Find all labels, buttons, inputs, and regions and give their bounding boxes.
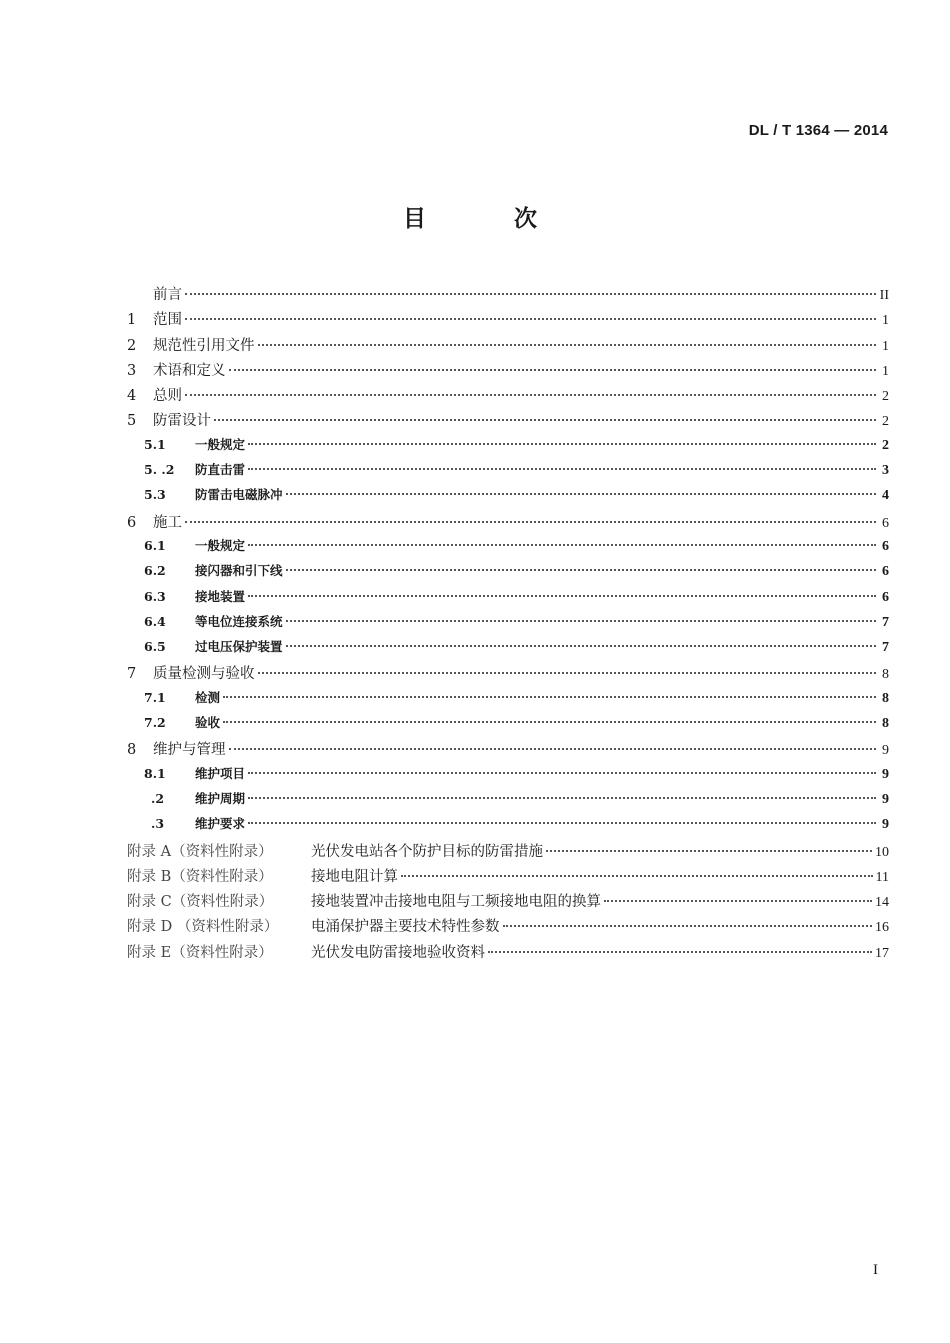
toc-entry-page: 11 [875, 869, 889, 885]
toc-entry-label: 电涌保护器主要技术特性参数 [311, 919, 500, 936]
toc-entry-page: 9 [882, 817, 889, 833]
toc-entry-page: 14 [875, 895, 889, 911]
toc-entry-label: 过电压保护装置 [195, 639, 283, 655]
toc-entry-page: II [879, 288, 889, 303]
toc-entry-number: 6.3 [144, 588, 166, 604]
toc-entry-label: 术语和定义 [153, 362, 226, 379]
toc-leader-dots [546, 850, 872, 852]
toc-entry-number: 7.2 [144, 715, 166, 731]
toc-entry[interactable] [127, 890, 889, 915]
toc-entry-number: 附录 A（资料性附录） [127, 843, 273, 860]
toc-leader-dots [223, 721, 876, 723]
toc-leader-dots [248, 797, 876, 799]
toc-entry-page: 2 [882, 414, 889, 430]
toc-leader-dots [604, 900, 872, 902]
toc-entry-label: 光伏发电站各个防护目标的防雷措施 [311, 843, 543, 860]
toc-entry-label: 质量检测与验收 [153, 666, 255, 683]
toc-entry-page: 1 [882, 338, 889, 354]
toc-leader-dots [185, 394, 876, 396]
toc-entry-number: 4 [127, 388, 137, 405]
toc-entry[interactable] [127, 814, 889, 839]
toc-entry[interactable] [127, 662, 889, 687]
toc-entry-number: 8.1 [144, 765, 166, 781]
toc-entry-number: .3 [151, 816, 165, 832]
standard-number: DL / T 1364 — 2014 [748, 122, 888, 139]
toc-leader-dots [248, 595, 876, 597]
toc-entry-page: 9 [882, 743, 889, 759]
toc-entry-label: 接地装置冲击接地电阻与工频接地电阻的换算 [311, 894, 601, 911]
toc-entry[interactable] [127, 738, 889, 763]
toc-entry[interactable] [127, 283, 889, 308]
toc-entry-label: 接地装置 [195, 588, 246, 604]
toc-entry-page: 7 [882, 640, 889, 656]
toc-entry-label: 一般规定 [195, 436, 246, 452]
toc-leader-dots [258, 672, 877, 674]
toc-entry-page: 8 [882, 716, 889, 732]
toc-leader-dots [248, 468, 876, 470]
toc-entry-number: 附录 D （资料性附录） [127, 919, 279, 936]
toc-leader-dots [503, 925, 873, 927]
toc-entry[interactable] [127, 536, 889, 561]
toc-entry-label: 维护周期 [195, 790, 246, 806]
toc-entry-number: 附录 C（资料性附录） [127, 894, 274, 911]
toc-entry-number: 6.5 [144, 639, 166, 655]
toc-entry[interactable] [127, 587, 889, 612]
toc-entry[interactable] [127, 308, 889, 333]
toc-leader-dots [229, 369, 877, 371]
toc-entry-label: 总则 [153, 388, 182, 405]
toc-entry-label: 维护与管理 [153, 742, 226, 759]
toc-entry-number: 5.1 [144, 436, 166, 452]
toc-entry-number: 5 [127, 413, 137, 430]
toc-entry-page: 8 [882, 690, 889, 706]
toc-entry-number: .2 [151, 790, 165, 806]
toc-entry-label: 检测 [195, 689, 221, 705]
toc-entry-number: 2 [127, 337, 137, 354]
toc-entry-number: 1 [127, 312, 137, 329]
toc-entry-label: 一般规定 [195, 537, 246, 553]
toc-entry-number: 6 [127, 514, 137, 531]
toc-entry-page: 9 [882, 791, 889, 807]
toc-leader-dots [286, 569, 876, 571]
page-number: I [873, 1262, 878, 1278]
toc-entry-label: 前言 [153, 287, 182, 303]
toc-entry-label: 范围 [153, 312, 182, 329]
toc-leader-dots [223, 696, 876, 698]
toc-entry[interactable] [127, 435, 889, 460]
toc-entry[interactable] [127, 840, 889, 865]
toc-entry-page: 10 [875, 844, 889, 860]
toc-entry[interactable] [127, 511, 889, 536]
toc-leader-dots [248, 822, 876, 824]
toc-entry[interactable] [127, 688, 889, 713]
toc-entry-label: 施工 [153, 514, 182, 531]
toc-entry-page: 2 [882, 437, 889, 453]
toc-entry-page: 1 [882, 363, 889, 379]
toc-entry-page: 6 [882, 589, 889, 605]
toc-entry-label: 规范性引用文件 [153, 337, 255, 354]
toc-entry-page: 2 [882, 389, 889, 405]
toc-entry-label: 维护项目 [195, 765, 246, 781]
toc-leader-dots [185, 293, 876, 295]
toc-entry-page: 6 [882, 538, 889, 554]
toc-entry-page: 1 [882, 313, 889, 329]
toc-entry[interactable] [127, 764, 889, 789]
toc-leader-dots [214, 419, 876, 421]
toc-entry-number: 8 [127, 742, 137, 759]
toc-entry-page: 6 [882, 564, 889, 580]
toc-entry[interactable] [127, 409, 889, 434]
table-of-contents [127, 283, 889, 966]
toc-leader-dots [286, 493, 876, 495]
toc-entry-number: 5.3 [144, 487, 166, 503]
toc-entry-number: 7 [127, 666, 137, 683]
toc-leader-dots [248, 772, 876, 774]
toc-leader-dots [286, 620, 876, 622]
toc-entry[interactable] [127, 915, 889, 940]
toc-entry-label: 光伏发电防雷接地验收资料 [311, 944, 485, 961]
toc-entry[interactable] [127, 334, 889, 359]
toc-entry-label: 维护要求 [195, 816, 246, 832]
toc-entry-page: 3 [882, 463, 889, 479]
toc-entry[interactable] [127, 637, 889, 662]
toc-entry-number: 3 [127, 362, 137, 379]
toc-leader-dots [185, 318, 876, 320]
toc-entry-page: 8 [882, 667, 889, 683]
toc-entry-number: 7.1 [144, 689, 166, 705]
toc-leader-dots [401, 875, 873, 877]
toc-entry-number: 6.2 [144, 563, 166, 579]
toc-entry-number: 附录 B（资料性附录） [127, 868, 273, 885]
toc-entry[interactable] [127, 612, 889, 637]
toc-entry-number: 附录 E（资料性附录） [127, 944, 273, 961]
toc-entry-label: 接闪器和引下线 [195, 563, 283, 579]
toc-leader-dots [286, 645, 876, 647]
toc-entry-page: 16 [875, 920, 889, 936]
toc-entry[interactable] [127, 359, 889, 384]
toc-entry[interactable] [127, 713, 889, 738]
toc-entry-number: 6.1 [144, 537, 166, 553]
toc-entry[interactable] [127, 384, 889, 409]
toc-entry[interactable] [127, 561, 889, 586]
toc-entry[interactable] [127, 941, 889, 966]
toc-leader-dots [248, 443, 876, 445]
toc-entry-label: 验收 [195, 715, 221, 731]
toc-leader-dots [248, 544, 876, 546]
toc-title: 目 次 [402, 206, 577, 232]
toc-entry-label: 防直击雷 [195, 462, 246, 478]
toc-leader-dots [258, 344, 877, 346]
toc-entry-label: 等电位连接系统 [195, 613, 283, 629]
toc-leader-dots [185, 521, 876, 523]
toc-entry-page: 9 [882, 766, 889, 782]
toc-entry-page: 6 [882, 515, 889, 531]
toc-entry-page: 17 [875, 945, 889, 961]
toc-entry[interactable] [127, 460, 889, 485]
toc-entry[interactable] [127, 865, 889, 890]
toc-entry-label: 接地电阻计算 [311, 868, 398, 885]
toc-leader-dots [229, 748, 877, 750]
toc-entry-number: 5. .2 [144, 462, 175, 478]
toc-leader-dots [488, 951, 872, 953]
toc-entry[interactable] [127, 485, 889, 510]
toc-entry-label: 防雷设计 [153, 413, 211, 430]
toc-entry-page: 4 [882, 488, 889, 504]
toc-entry-label: 防雷击电磁脉冲 [195, 487, 283, 503]
toc-entry[interactable] [127, 789, 889, 814]
toc-entry-page: 7 [882, 614, 889, 630]
toc-entry-number: 6.4 [144, 613, 166, 629]
